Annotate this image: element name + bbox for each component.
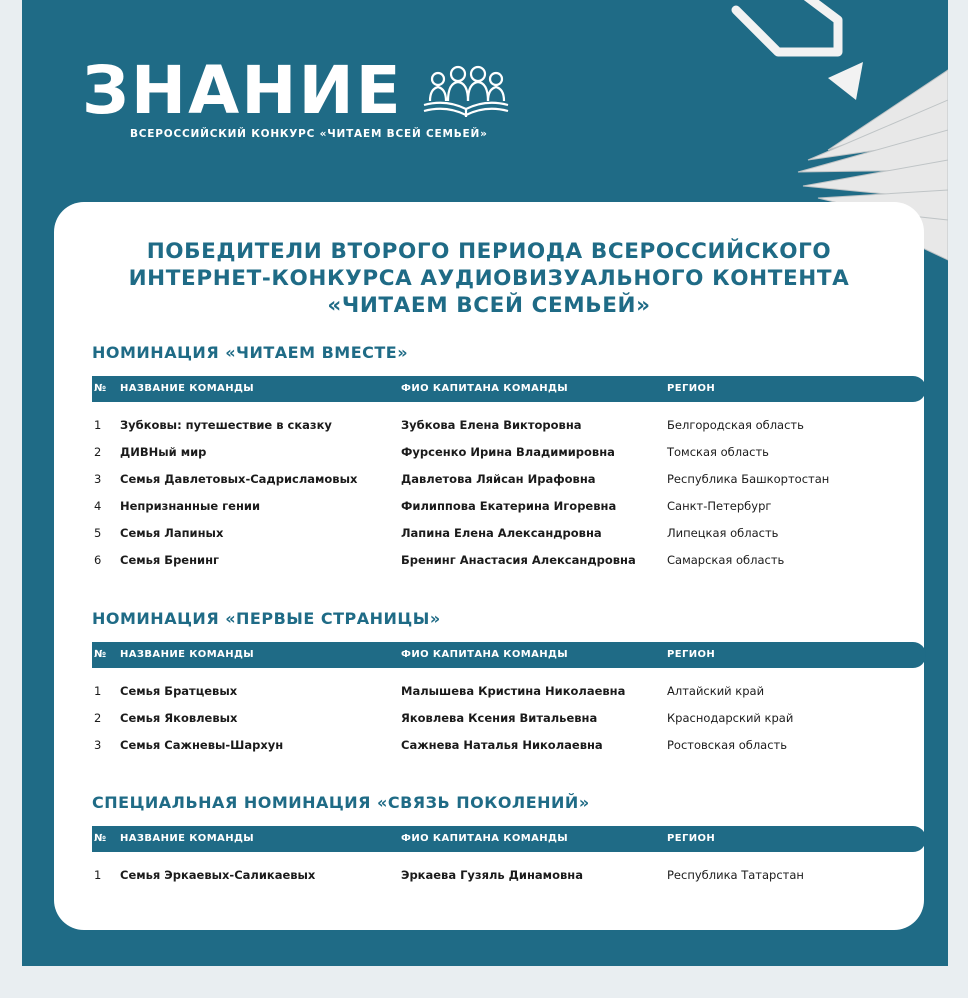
table-row bbox=[92, 467, 924, 494]
cell-captain: Малышева Кристина Николаевна bbox=[401, 684, 626, 698]
cell-num: 1 bbox=[94, 418, 102, 432]
cell-captain: Сажнева Наталья Николаевна bbox=[401, 738, 603, 752]
table-row bbox=[92, 548, 924, 575]
table-header bbox=[92, 376, 926, 402]
header-region: РЕГИОН bbox=[667, 649, 716, 660]
cell-region: Республика Татарстан bbox=[667, 868, 804, 882]
header-num: № bbox=[94, 649, 107, 660]
header-num: № bbox=[94, 833, 107, 844]
cell-captain: Яковлева Ксения Витальевна bbox=[401, 711, 598, 725]
section-first-pages bbox=[92, 608, 924, 760]
cell-team: Семья Сажневы-Шархун bbox=[120, 738, 284, 752]
cell-num: 2 bbox=[94, 711, 102, 725]
section-title: СПЕЦИАЛЬНАЯ НОМИНАЦИЯ «СВЯЗЬ ПОКОЛЕНИЙ» bbox=[92, 793, 590, 812]
results-card bbox=[54, 202, 924, 930]
brand-logo bbox=[82, 52, 514, 140]
section-generations-link bbox=[92, 792, 924, 890]
table-row bbox=[92, 733, 924, 760]
section-title: НОМИНАЦИЯ «ЧИТАЕМ ВМЕСТЕ» bbox=[92, 343, 409, 362]
table-row bbox=[92, 706, 924, 733]
cell-region: Белгородская область bbox=[667, 418, 804, 432]
cell-region: Ростовская область bbox=[667, 738, 788, 752]
cell-region: Республика Башкортостан bbox=[667, 472, 830, 486]
cell-team: Семья Яковлевых bbox=[120, 711, 238, 725]
table-header bbox=[92, 642, 926, 668]
header-team: НАЗВАНИЕ КОМАНДЫ bbox=[120, 833, 255, 844]
header-team: НАЗВАНИЕ КОМАНДЫ bbox=[120, 383, 255, 394]
cell-team: ДИВНый мир bbox=[120, 445, 207, 459]
cell-num: 3 bbox=[94, 738, 102, 752]
cell-captain: Зубкова Елена Викторовна bbox=[401, 418, 582, 432]
cell-captain: Эркаева Гузяль Динамовна bbox=[401, 868, 583, 882]
poster bbox=[22, 0, 948, 966]
cell-team: Семья Давлетовых-Садрисламовых bbox=[120, 472, 358, 486]
cell-team: Семья Бренинг bbox=[120, 553, 220, 567]
cell-region: Алтайский край bbox=[667, 684, 765, 698]
title-line-3: «ЧИТАЕМ ВСЕЙ СЕМЬЕЙ» bbox=[327, 293, 651, 318]
header-captain: ФИО КАПИТАНА КОМАНДЫ bbox=[401, 833, 569, 844]
cell-team: Семья Эркаевых-Саликаевых bbox=[120, 868, 316, 882]
family-reading-book-icon bbox=[418, 65, 514, 121]
cell-region: Самарская область bbox=[667, 553, 785, 567]
cell-captain: Филиппова Екатерина Игоревна bbox=[401, 499, 617, 513]
table-row bbox=[92, 521, 924, 548]
cell-num: 1 bbox=[94, 684, 102, 698]
header-captain: ФИО КАПИТАНА КОМАНДЫ bbox=[401, 383, 569, 394]
header-region: РЕГИОН bbox=[667, 833, 716, 844]
cell-region: Томская область bbox=[667, 445, 769, 459]
header-team: НАЗВАНИЕ КОМАНДЫ bbox=[120, 649, 255, 660]
page-title bbox=[54, 238, 924, 319]
title-line-2: ИНТЕРНЕТ-КОНКУРСА АУДИОВИЗУАЛЬНОГО КОНТЕНТА bbox=[128, 266, 850, 291]
cell-num: 6 bbox=[94, 553, 102, 567]
header-num: № bbox=[94, 383, 107, 394]
header-region: РЕГИОН bbox=[667, 383, 716, 394]
table-row bbox=[92, 413, 924, 440]
logo-subtitle: ВСЕРОССИЙСКИЙ КОНКУРС «ЧИТАЕМ ВСЕЙ СЕМЬЕЙ» bbox=[130, 128, 488, 140]
cell-team: Семья Лапиных bbox=[120, 526, 224, 540]
cell-captain: Фурсенко Ирина Владимировна bbox=[401, 445, 615, 459]
cell-region: Краснодарский край bbox=[667, 711, 794, 725]
cell-captain: Бренинг Анастасия Александровна bbox=[401, 553, 636, 567]
cell-team: Семья Братцевых bbox=[120, 684, 238, 698]
cell-num: 1 bbox=[94, 868, 102, 882]
cell-team: Непризнанные гении bbox=[120, 499, 261, 513]
logo-wordmark: ЗНАНИЕ bbox=[82, 52, 403, 129]
cell-num: 3 bbox=[94, 472, 102, 486]
header-captain: ФИО КАПИТАНА КОМАНДЫ bbox=[401, 649, 569, 660]
table-header bbox=[92, 826, 926, 852]
cell-region: Липецкая область bbox=[667, 526, 779, 540]
table-row bbox=[92, 863, 924, 890]
cell-num: 5 bbox=[94, 526, 102, 540]
cell-num: 2 bbox=[94, 445, 102, 459]
cell-captain: Давлетова Ляйсан Ирафовна bbox=[401, 472, 596, 486]
title-line-1: ПОБЕДИТЕЛИ ВТОРОГО ПЕРИОДА ВСЕРОССИЙСКОГО bbox=[146, 239, 832, 264]
table-row bbox=[92, 494, 924, 521]
cell-team: Зубковы: путешествие в сказку bbox=[120, 418, 332, 432]
cell-captain: Лапина Елена Александровна bbox=[401, 526, 602, 540]
cell-region: Санкт-Петербург bbox=[667, 499, 772, 513]
table-row bbox=[92, 679, 924, 706]
cell-num: 4 bbox=[94, 499, 102, 513]
section-read-together bbox=[92, 342, 924, 575]
section-title: НОМИНАЦИЯ «ПЕРВЫЕ СТРАНИЦЫ» bbox=[92, 609, 441, 628]
table-row bbox=[92, 440, 924, 467]
